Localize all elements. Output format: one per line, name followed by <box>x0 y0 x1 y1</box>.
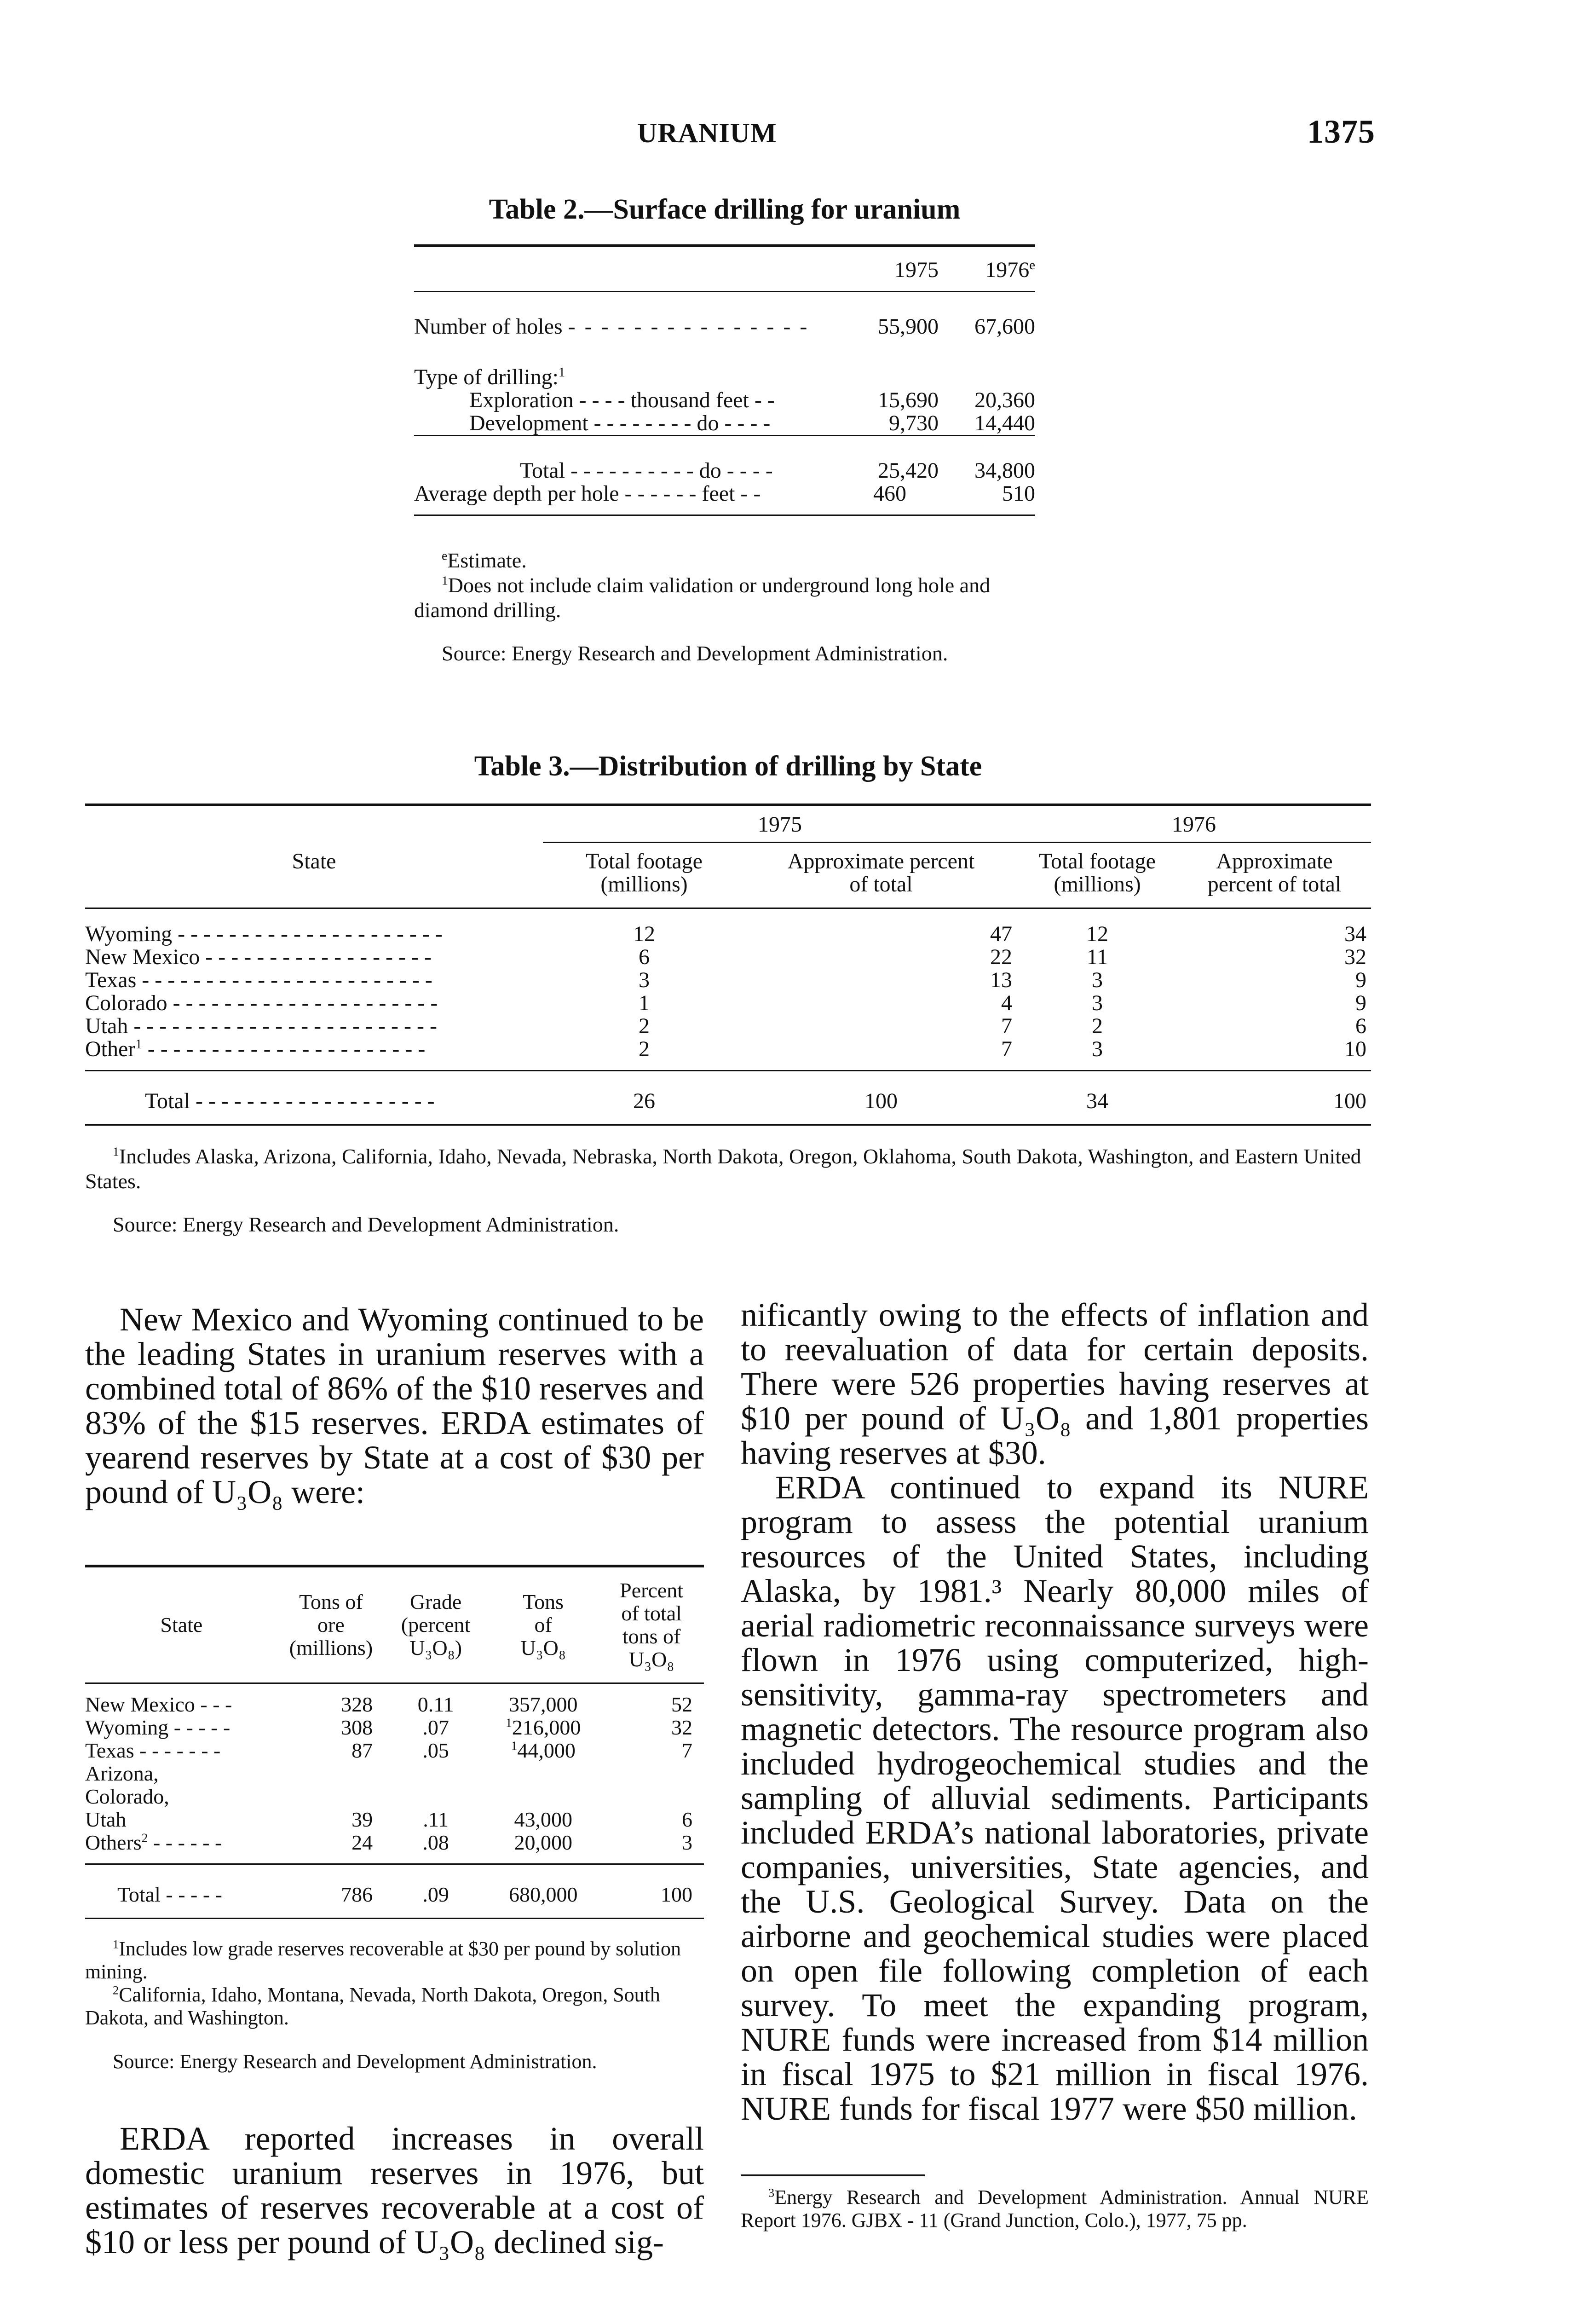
left-column-para1 <box>85 1302 704 1509</box>
table2 <box>414 193 1035 666</box>
right-footnote <box>741 2186 1369 2232</box>
table4-cell: 43,000 <box>514 1808 572 1831</box>
table4-cell: 6 <box>682 1808 692 1831</box>
table4-cell: .08 <box>422 1831 449 1854</box>
table3 <box>85 750 1371 1237</box>
table4-state: Texas <box>85 1739 134 1762</box>
table2-footnote-1: Does not include claim validation or underground long hole and diamond drilling. <box>414 573 991 622</box>
footnote-mark: 1 <box>558 365 565 380</box>
table3-state: New Mexico <box>85 945 200 969</box>
table4-header: Tons of ore (millions) <box>289 1590 373 1659</box>
table2-cell: 510 <box>1002 481 1035 506</box>
page-number: 1375 <box>1307 113 1375 150</box>
table3-cell: 12 <box>633 922 655 946</box>
table3-cell: 4 <box>1001 991 1012 1015</box>
table3-cell: 3 <box>1092 968 1103 992</box>
table3-total-label: Total <box>145 1089 190 1113</box>
table2-row-label: Exploration <box>469 388 574 412</box>
footnote-mark: 3 <box>768 2185 775 2200</box>
table4-footnote-1: Includes low grade reserves recoverable at $30 per pound by solution mining. <box>85 1937 681 1983</box>
table3-cell: 1 <box>639 991 650 1015</box>
table4-cell: 44,000 <box>517 1739 576 1762</box>
table2-row-label: Type of drilling: <box>414 365 559 389</box>
table2-row-unit: thousand feet <box>630 388 749 412</box>
table4 <box>85 1565 704 2073</box>
table2-source: Source: Energy Research and Development Administration. <box>442 642 948 665</box>
table3-state: Texas <box>85 968 137 992</box>
table3-subheader: Approximate percent of total <box>787 849 975 896</box>
table3-cell: 3 <box>639 968 650 992</box>
table4-source: Source: Energy Research and Development Administration. <box>113 2050 597 2073</box>
table4-cell: 20,000 <box>514 1831 572 1854</box>
table2-col-1975: 1975 <box>894 258 939 282</box>
table4-total-cell: 100 <box>661 1883 692 1906</box>
paragraph-reserves-intro: New Mexico and Wyoming continued to be the leading States in uranium reserves with a combined total of 86% of the $10 reserves and 83% of the $15 reserves. ERDA estimates of yearend reserves by State at a cost of $30 per pound of U₃O₈ were: <box>85 1301 704 1510</box>
table2-row-unit: do <box>699 458 721 483</box>
table3-total-cell: 34 <box>1086 1089 1108 1113</box>
table4-cell: 52 <box>671 1693 692 1716</box>
table3-cell: 7 <box>1001 1037 1012 1061</box>
table4-header: Grade (percent U₃O₈) <box>401 1590 471 1659</box>
table2-notes <box>414 548 1035 666</box>
table4-cell: 7 <box>682 1739 692 1762</box>
table4-notes <box>85 1937 704 2073</box>
footnote-mark: 2 <box>113 1983 119 1997</box>
table3-year-1976: 1976 <box>1017 805 1371 843</box>
table3-cell: 13 <box>990 968 1012 992</box>
table3-cell: 3 <box>1092 1037 1103 1061</box>
table3-total-cell: 26 <box>633 1089 655 1113</box>
table4-cell: 24 <box>351 1831 373 1854</box>
table3-footnote-1: Includes Alaska, Arizona, California, Idaho, Nevada, Nebraska, North Dakota, Oregon, Oklahoma, South Dakota, Washington, and Eastern United States. <box>85 1145 1361 1193</box>
table3-cell: 11 <box>1086 945 1108 969</box>
table4-state: Arizona, Colorado, Utah <box>85 1762 169 1831</box>
table2-row-label: Number of holes <box>414 314 563 339</box>
table4-cell: 308 <box>341 1716 373 1739</box>
table3-subheader: Total footage (millions) <box>1039 849 1156 896</box>
footnote-mark: 1 <box>135 1037 142 1052</box>
table4-cell: 328 <box>341 1693 373 1716</box>
table3-total-cell: 100 <box>1333 1089 1366 1113</box>
table3-state: Utah <box>85 1014 128 1038</box>
table4-grid: State Tons of ore (millions) Grade (percent U₃O₈) Tons of U₃O₈ Percent of total tons of U₃O₈ New Mexico - - - 328 0.11 357,000 52 Wyoming - - - - - 308 .07 $^1$216,000 32 Texas - - - - - - - 87 .05 $^1$44,000 7 Arizona, Colorado, Utah 39 .11 43,000 6 Others$^2$ - - - - - - 24 .08 20,000 3 Total - - - - - 786 .09 680,000 100 <box>85 1565 704 1919</box>
table3-state: Colorado <box>85 991 167 1015</box>
footnote-mark: 2 <box>141 1830 148 1845</box>
table3-year-1975: 1975 <box>543 805 1017 843</box>
table2-cell: 25,420 <box>878 458 939 483</box>
table4-cell: 3 <box>682 1831 692 1854</box>
estimate-mark: e <box>442 548 448 563</box>
table3-cell: 6 <box>639 945 650 969</box>
table3-cell: 34 <box>1344 922 1366 946</box>
table4-cell: 216,000 <box>512 1716 581 1739</box>
table4-cell: .05 <box>422 1739 449 1762</box>
table4-cell: 357,000 <box>508 1693 578 1716</box>
table2-row-label: Development <box>469 411 588 435</box>
footnote-mark: 1 <box>506 1715 512 1730</box>
table2-grid: 1975 1976e Number of holes - - - - - - - - - - - - - - - 55,900 67,600 Type of drilling:$^1$ Exploration - - - - thousand feet - - 15,690 20,360 Development - - - - - - - - do - - - - 9,730 14,440 Total - - - - - - - - - - do - - - - 25,420 34,800 Average depth per hole - - - - - - feet - - 460 510 <box>414 244 1035 516</box>
table2-cell: 34,800 <box>974 458 1035 483</box>
table3-cell: 2 <box>639 1037 650 1061</box>
table2-cell: 20,360 <box>974 388 1035 412</box>
left-column-para2 <box>85 2122 704 2260</box>
estimate-note: Estimate. <box>447 549 527 572</box>
paragraph-continuation: nificantly owing to the effects of inflation and to reevaluation of data for certain deposits. There were 526 properties having reserves at $10 per pound of U₃O₈ and 1,801 properties having reserves at $30. <box>741 1296 1369 1471</box>
table3-cell: 2 <box>1092 1014 1103 1038</box>
table3-state: Other <box>85 1037 136 1061</box>
table2-cell: 460 <box>873 481 906 506</box>
table3-total-cell: 100 <box>864 1089 898 1113</box>
table4-state: Wyoming <box>85 1716 169 1739</box>
table4-total-cell: 680,000 <box>508 1883 578 1906</box>
table4-header: Tons of U₃O₈ <box>520 1590 566 1659</box>
page-title: URANIUM <box>637 118 777 148</box>
table2-row-unit: do <box>697 411 719 435</box>
table2-row-label: Total <box>520 458 565 483</box>
table3-cell: 6 <box>1355 1014 1366 1038</box>
table3-cell: 3 <box>1092 991 1103 1015</box>
table3-cell: 22 <box>990 945 1012 969</box>
footnote-rule <box>741 2174 925 2176</box>
right-footnote-text: Energy Research and Development Administration. Annual NURE Report 1976. GJBX - 11 (Grand Junction, Colo.), 1977, 75 pp. <box>741 2186 1369 2232</box>
table2-row-label: Average depth per hole <box>414 481 619 506</box>
table3-cell: 12 <box>1086 922 1108 946</box>
estimate-mark: e <box>1029 258 1035 272</box>
table4-cell: 87 <box>351 1739 373 1762</box>
table2-row-unit: feet <box>702 481 735 506</box>
table4-state: Others <box>85 1831 142 1854</box>
table3-cell: 47 <box>990 922 1012 946</box>
table3-subheader: Approximate percent of total <box>1207 849 1342 896</box>
table2-col-1976: 1976 <box>985 258 1030 282</box>
table3-cell: 2 <box>639 1014 650 1038</box>
table3-cell: 32 <box>1344 945 1366 969</box>
footnote-mark: 1 <box>113 1937 119 1951</box>
table3-caption: Table 3.—Distribution of drilling by State <box>474 751 982 782</box>
table3-cell: 9 <box>1355 968 1366 992</box>
table4-total-label: Total <box>117 1883 161 1906</box>
table4-cell: .07 <box>422 1716 449 1739</box>
footnote-mark: 1 <box>511 1738 518 1753</box>
table2-cell: 55,900 <box>878 314 939 339</box>
table4-cell: 32 <box>671 1716 692 1739</box>
table3-grid: State 1975 1976 Total footage (millions) Approximate percent of total Total footage (millions) Approximate percent of total Wyoming - - - - - - - - - - - - - - - - - - - - - 12 47 12 34 New Mexico - - - - - - - - - - - - - - - - - - 6 22 11 32 Texas - - - - - - - - - - - - - - - - - - - - - - - 3 13 3 9 Colorado - - - - - - - - - - - - - - - - - - - - - 1 4 3 9 Utah - - - - - - - - - - - - - - - - - - - - - - - - 2 7 2 6 Other$^1$ - - - - - - - - - - - - - - - - - - - - - - 2 7 3 10 Total - - - - - - - - - - - - - - - - - - - 26 100 34 100 <box>85 804 1371 1126</box>
paragraph-erda-reported: ERDA reported increases in overall domestic uranium reserves in 1976, but estimates of reserves recoverable at a cost of $10 or less per pound of U₃O₈ declined sig- <box>85 2120 704 2261</box>
table2-cell: 14,440 <box>974 411 1035 435</box>
table4-cell: 0.11 <box>417 1693 454 1716</box>
footnote-mark: 1 <box>442 573 448 588</box>
footnote-mark: 1 <box>113 1144 119 1159</box>
table3-subheader: Total footage (millions) <box>586 849 703 896</box>
table3-notes <box>85 1144 1371 1237</box>
table3-source: Source: Energy Research and Development Administration. <box>113 1213 619 1236</box>
table2-cell: 9,730 <box>889 411 939 435</box>
table3-cell: 10 <box>1344 1037 1366 1061</box>
table3-cell: 7 <box>1001 1014 1012 1038</box>
table4-total-cell: 786 <box>341 1883 373 1906</box>
table3-state: Wyoming <box>85 922 173 946</box>
table4-state: New Mexico <box>85 1693 195 1716</box>
table2-cell: 15,690 <box>878 388 939 412</box>
table2-caption: Table 2.—Surface drilling for uranium <box>489 194 961 225</box>
table4-header: State <box>160 1613 203 1636</box>
table4-cell: .11 <box>423 1808 449 1831</box>
right-column <box>741 1298 1369 2126</box>
table3-cell: 9 <box>1355 991 1366 1015</box>
table4-header: Percent of total tons of U₃O₈ <box>620 1578 684 1671</box>
table4-total-cell: .09 <box>422 1883 449 1906</box>
table3-state-header: State <box>292 849 336 873</box>
table4-cell: 39 <box>351 1808 373 1831</box>
table4-footnote-2: California, Idaho, Montana, Nevada, North Dakota, Oregon, South Dakota, and Washington. <box>85 1983 660 2029</box>
paragraph-nure-program: ERDA continued to expand its NURE program to assess the potential uranium resources of the United States, including Alaska, by 1981.³ Nearly 80,000 miles of aerial radiometric reconnaissance surveys were flown in 1976 using computerized, high-sensitivity, gamma-ray spectrometers and magnetic detectors. The resource program also included hydrogeochemical studies and the sampling of alluvial sediments. Participants included ERDA’s national laboratories, private companies, universities, State agencies, and the U.S. Geological Survey. Data on the airborne and geochemical studies were placed on open file following completion of each survey. To meet the expanding program, NURE funds were increased from $14 million in fiscal 1975 to $21 million in fiscal 1976. NURE funds for fiscal 1977 were $50 million. <box>741 1469 1369 2127</box>
table2-cell: 67,600 <box>974 314 1035 339</box>
